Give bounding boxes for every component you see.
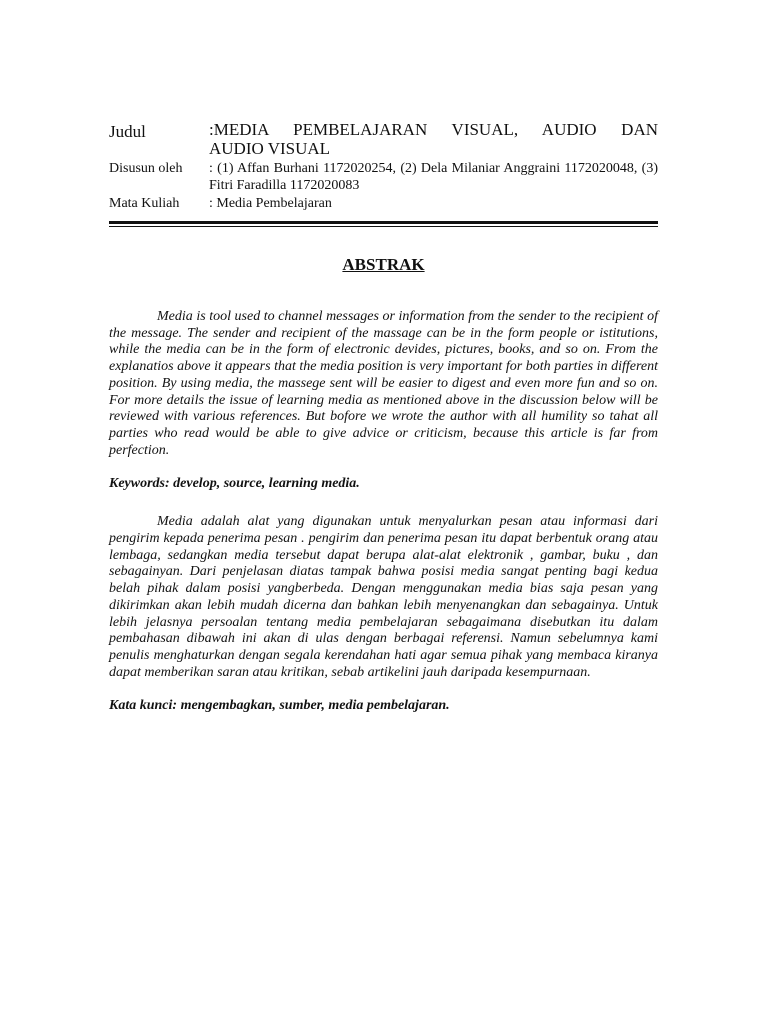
author-row xyxy=(109,160,658,194)
title-row xyxy=(109,120,658,158)
course-label: Mata Kuliah xyxy=(109,196,180,211)
keywords-label: Keywords xyxy=(109,476,165,492)
divider-thick-line xyxy=(109,221,658,224)
keywords-line xyxy=(109,475,658,492)
title-label: Judul xyxy=(109,122,146,141)
keywords-value: : develop, source, learning media. xyxy=(165,476,360,492)
header-divider xyxy=(109,221,658,229)
author-value: : (1) Affan Burhani 1172020254, (2) Dela Milaniar Anggraini 1172020048, (3) Fitri Faradilla 1172020083 xyxy=(209,161,658,193)
abstract-heading: ABSTRAK xyxy=(342,255,425,274)
course-value: : Media Pembelajaran xyxy=(209,196,332,211)
document-page xyxy=(109,120,658,714)
course-row xyxy=(109,195,658,212)
title-line-2: AUDIO VISUAL xyxy=(209,139,331,158)
abstract-english-paragraph: Media is tool used to channel messages or information from the sender to the recipient of the message. The sender and recipient of the massage can be in the form people or istitutions, while the media can be in the form of electronic devides, pictures, books, and so on. From the explanatios above it appears that the media position is very important for both parties in different position. By using media, the massege sent will be easier to digest and even more fun and so on. For more details the issue of learning media as mentioned above in the discussion below will be reviewed with various references. But bofore we wrote the author with all humility so tahat all parties who read would be able to give advice or criticism, because this article is far from perfection. xyxy=(109,309,658,458)
kata-kunci-line: Kata kunci: mengembagkan, sumber, media pembelajaran. xyxy=(109,698,450,714)
title-value xyxy=(209,120,658,158)
divider-thin-line xyxy=(109,226,658,227)
author-label: Disusun oleh xyxy=(109,161,183,176)
abstract-indonesian-paragraph: Media adalah alat yang digunakan untuk menyalurkan pesan atau informasi dari pengirim kepada penerima pesan . pengirim dan penerima pesan itu dapat berbentuk orang atau lembaga, sedangkan media tersebut dapat berupa alat-alat elektronik , gambar, buku , dan sebagainyan. Dari penjelasan diatas tampak bahwa posisi media sangat penting bagi kedua belah pihak dalam posisi yangberbeda. Dengan menggunakan media bias saja pesan yang dikirimkan akan lebih mudah dicerna dan bahkan lebih menyenangkan dan sebagainya. Untuk lebih jelasnya persoalan tentang media pembelajaran sebagaimana disebutkan itu dalam pembahasan dibawah ini akan di ulas dengan berbagai referensi. Namun sebelumnya kami penulis menghaturkan dengan segala kerendahan hati agar semua pihak yang membaca kiranya dapat memberikan saran atau kritikan, sebab artikelini jauh daripada kesempurnaan. xyxy=(109,514,658,680)
title-line-1: :MEDIA PEMBELAJARAN VISUAL, AUDIO DAN xyxy=(209,120,658,139)
